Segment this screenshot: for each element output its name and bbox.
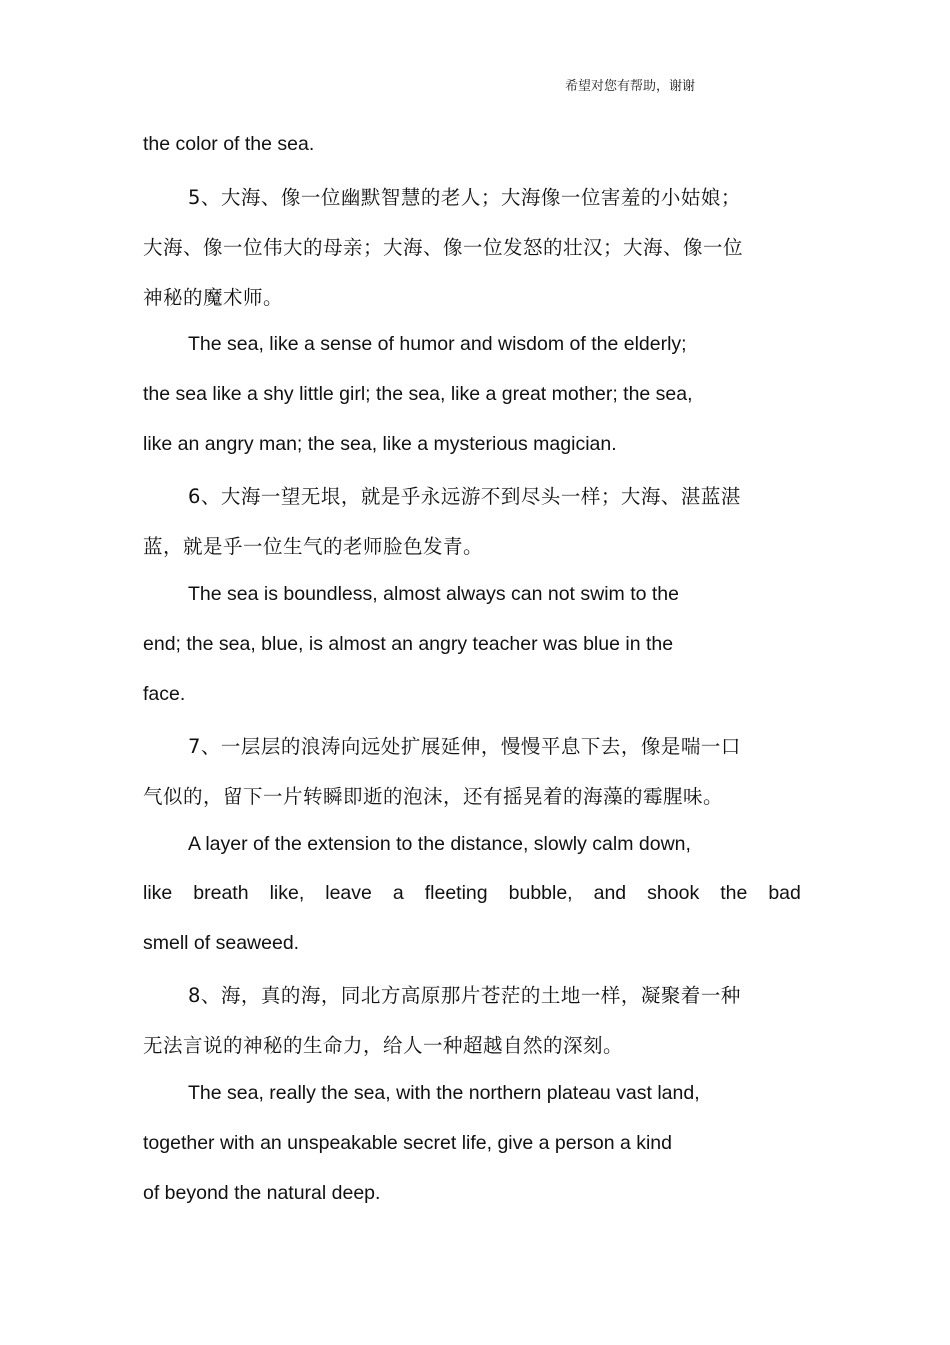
text-line-justified [143,882,801,905]
text-line: together with an unspeakable secret life, give a person a kind [143,1132,672,1154]
text-line: 5、大海、像一位幽默智慧的老人；大海像一位害羞的小姑娘； [188,186,741,209]
text-line: 蓝，就是乎一位生气的老师脸色发青。 [143,535,484,558]
word: like [143,882,173,904]
text-line: 无法言说的神秘的生命力，给人一种超越自然的深刻。 [143,1034,624,1057]
text-line: A layer of the extension to the distance, slowly calm down, [188,833,691,855]
word: leave [325,882,372,904]
text-line: end; the sea, blue, is almost an angry teacher was blue in the [143,633,674,655]
text-line: 7、一层层的浪涛向远处扩展延伸，慢慢平息下去，像是喘一口 [188,735,741,758]
word: like, [269,882,305,904]
word: the [720,882,748,904]
text-line: 气似的，留下一片转瞬即逝的泡沫，还有摇晃着的海藻的霉腥味。 [143,785,724,808]
word: a [392,882,404,904]
word: shook [647,882,700,904]
word: and [593,882,627,904]
text-line: 大海、像一位伟大的母亲；大海、像一位发怒的壮汉；大海、像一位 [143,236,744,259]
text-line: The sea is boundless, almost always can not swim to the [188,583,679,605]
text-line: 6、大海一望无垠，就是乎永远游不到尽头一样；大海、湛蓝湛 [188,485,741,508]
text-line: The sea, like a sense of humor and wisdom of the elderly; [188,333,687,355]
text-line: of beyond the natural deep. [143,1182,381,1204]
word: bad [768,882,801,904]
text-line: face. [143,683,186,705]
text-line: smell of seaweed. [143,932,300,954]
page-header: 希望对您有帮助，谢谢 [565,79,696,94]
text-line: the sea like a shy little girl; the sea, like a great mother; the sea, [143,383,693,405]
text-line: 8、海，真的海，同北方高原那片苍茫的土地一样，凝聚着一种 [188,984,741,1007]
word: fleeting [424,882,488,904]
text-line: the color of the sea. [143,133,315,155]
word: bubble, [508,882,573,904]
text-line: 神秘的魔术师。 [143,286,284,309]
word: breath [193,882,249,904]
text-line: like an angry man; the sea, like a mysterious magician. [143,433,617,455]
text-line: The sea, really the sea, with the northern plateau vast land, [188,1082,700,1104]
